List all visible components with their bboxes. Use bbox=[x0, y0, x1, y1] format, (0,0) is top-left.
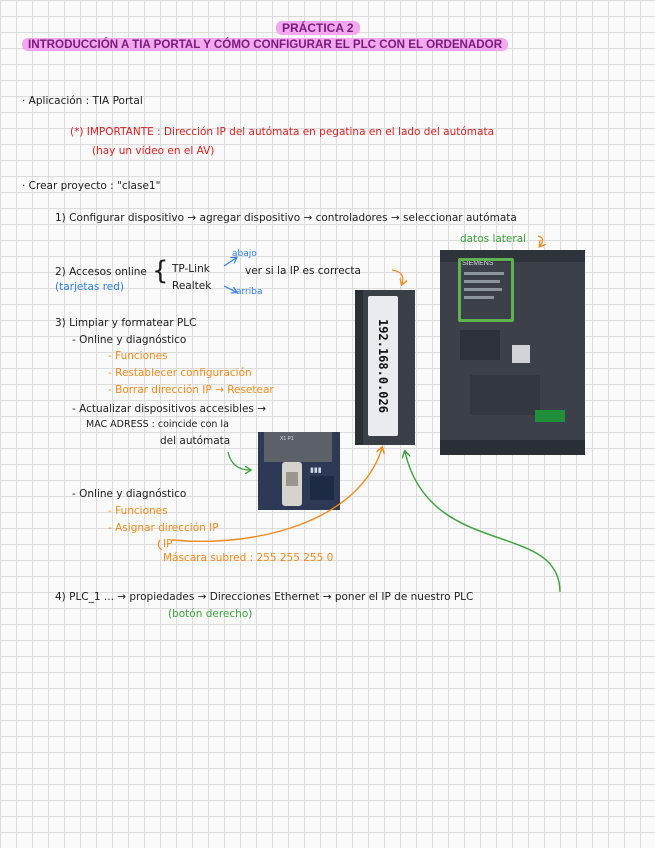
arriba-arrow bbox=[224, 286, 236, 292]
abajo-label: abajo bbox=[232, 249, 257, 259]
ip-hook bbox=[158, 540, 162, 550]
mac-label-text: X1 P1 bbox=[280, 436, 294, 442]
funciones-2: - Funciones bbox=[108, 505, 168, 517]
side-data-label: datos lateral bbox=[460, 233, 527, 245]
check-ip-arrow bbox=[392, 270, 403, 284]
mac-address-note-2: del autómata bbox=[160, 435, 231, 447]
step-2-network-cards: (tarjetas red) bbox=[55, 281, 125, 293]
mac-photo: X1 P1 ▮▮▮ bbox=[258, 432, 340, 510]
side-data-arrow bbox=[538, 236, 543, 246]
online-diagnostico-2: - Online y diagnóstico bbox=[72, 488, 187, 500]
ip-label: IP bbox=[163, 538, 173, 550]
note-create-project: · Crear proyecto : "clase1" bbox=[22, 180, 161, 192]
page-subtitle: INTRODUCCIÓN A TIA PORTAL Y CÓMO CONFIGURAR EL PLC CON EL ORDENADOR bbox=[22, 38, 508, 51]
plc-brand-text: SIEMENS bbox=[462, 260, 494, 267]
plc-photo bbox=[440, 250, 585, 455]
note-important-video: (hay un vídeo en el AV) bbox=[92, 145, 215, 157]
tplink-label: TP-Link bbox=[172, 263, 210, 275]
step-3: 3) Limpiar y formatear PLC bbox=[55, 317, 197, 329]
step-4: 4) PLC_1 ... → propiedades → Direcciones Ethernet → poner el IP de nuestro PLC bbox=[55, 591, 474, 603]
sticker-ip-text: 192.168.0.026 bbox=[376, 319, 390, 413]
actualizar-dispositivos: - Actualizar dispositivos accesibles → bbox=[72, 403, 267, 415]
realtek-label: Realtek bbox=[172, 280, 212, 292]
arriba-label: arriba bbox=[236, 287, 263, 297]
step-4-right-click: (botón derecho) bbox=[168, 608, 253, 620]
restablecer-configuracion: - Restablecer configuración bbox=[108, 367, 252, 379]
page-title: PRÁCTICA 2 bbox=[276, 21, 360, 35]
note-important: (*) IMPORTANTE : Dirección IP del autómata en pegatina en el lado del autómata bbox=[70, 126, 495, 138]
step-2: 2) Accesos online bbox=[55, 266, 147, 278]
note-application: · Aplicación : TIA Portal bbox=[22, 95, 143, 107]
borrar-direccion-ip: - Borrar dirección IP → Resetear bbox=[108, 384, 274, 396]
step-1: 1) Configurar dispositivo → agregar dispositivo → controladores → seleccionar autómata bbox=[55, 212, 517, 224]
mac-arrow bbox=[228, 452, 250, 470]
asignar-direccion-ip: - Asignar dirección IP bbox=[108, 522, 219, 534]
funciones-1: - Funciones bbox=[108, 350, 168, 362]
mac-address-note: MAC ADRESS : coincide con la bbox=[86, 419, 229, 430]
step4-to-sticker-arrow bbox=[405, 452, 560, 592]
subnet-mask: Máscara subred : 255 255 255 0 bbox=[163, 552, 334, 564]
brace: { bbox=[152, 256, 169, 286]
online-diagnostico-1: - Online y diagnóstico bbox=[72, 334, 187, 346]
check-ip-note: ver si la IP es correcta bbox=[245, 265, 361, 277]
sticker-photo bbox=[355, 290, 415, 445]
abajo-arrow bbox=[224, 258, 236, 266]
